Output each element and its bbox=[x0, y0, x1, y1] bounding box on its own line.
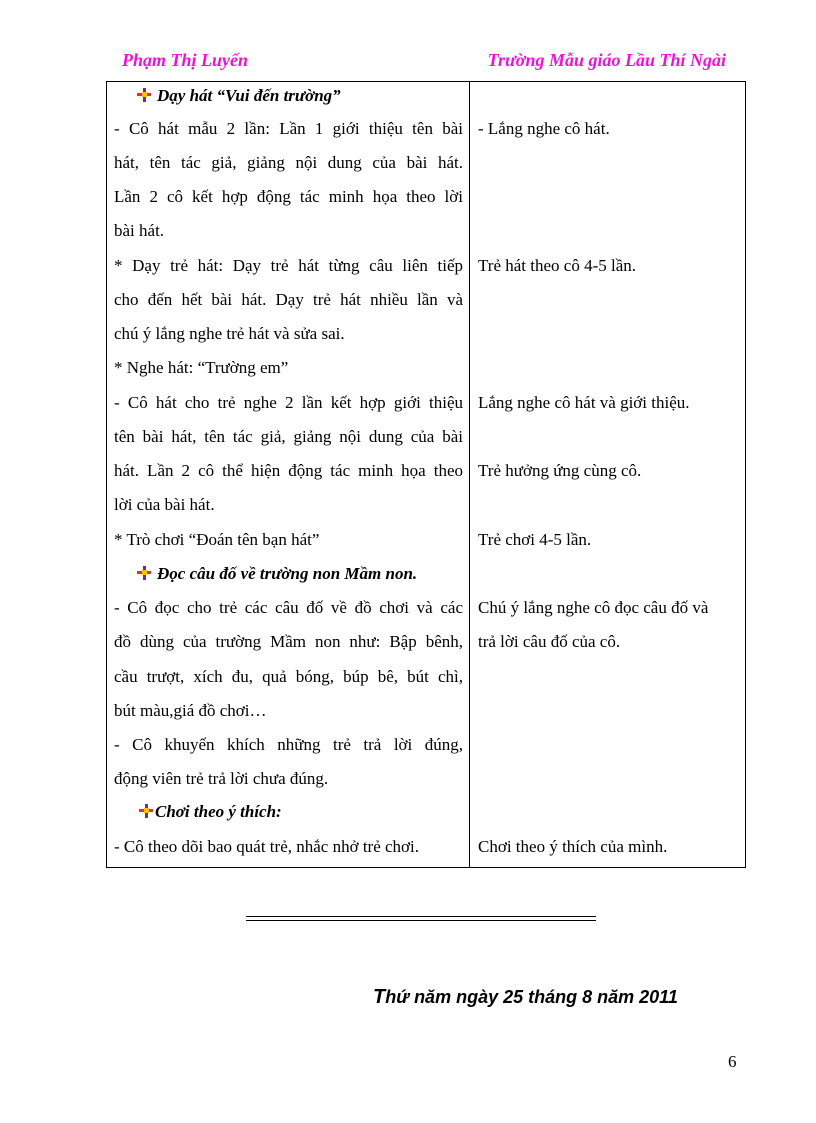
left-line: * Trò chơi “Đoán tên bạn hát” bbox=[114, 530, 320, 549]
left-line: cầu trượt, xích đu, quả bóng, búp bê, bút chì, bbox=[114, 667, 463, 686]
separator-rule bbox=[246, 920, 596, 921]
left-line: - Cô đọc cho trẻ các câu đố về đồ chơi và các bbox=[114, 598, 463, 617]
section-title-singing bbox=[137, 86, 341, 106]
separator-rule bbox=[246, 916, 596, 917]
header-school: Trường Mẫu giáo Lầu Thí Ngài bbox=[487, 50, 726, 70]
section-title-riddles bbox=[137, 564, 417, 584]
section-title-free-play bbox=[139, 802, 282, 822]
right-line: Trẻ hát theo cô 4-5 lần. bbox=[478, 256, 637, 275]
section-title-text: Đọc câu đố về trường non Mầm non. bbox=[157, 564, 418, 583]
header-author: Phạm Thị Luyến bbox=[122, 50, 249, 70]
left-line: * Dạy trẻ hát: Dạy trẻ hát từng câu liên tiếp bbox=[114, 256, 463, 275]
left-line: tên bài hát, tên tác giả, giảng nội dung của bài bbox=[114, 427, 463, 446]
left-line: Lần 2 cô kết hợp động tác minh họa theo lời bbox=[114, 187, 463, 206]
lesson-table bbox=[106, 81, 746, 868]
left-line: bài hát. bbox=[114, 221, 165, 240]
date-first-letter: T bbox=[373, 986, 386, 1008]
left-line: lời của bài hát. bbox=[114, 495, 215, 514]
right-line: Chơi theo ý thích của mình. bbox=[478, 837, 668, 856]
page-number: 6 bbox=[728, 1052, 737, 1071]
right-line: trả lời câu đố của cô. bbox=[478, 632, 621, 651]
left-line: bút màu,giá đồ chơi… bbox=[114, 701, 267, 720]
left-line: động viên trẻ trả lời chưa đúng. bbox=[114, 769, 329, 788]
left-line: chú ý lắng nghe trẻ hát và sửa sai. bbox=[114, 324, 345, 343]
left-line: đồ dùng của trường Mầm non như: Bập bênh, bbox=[114, 632, 463, 651]
right-line: Lắng nghe cô hát và giới thiệu. bbox=[478, 393, 690, 412]
bullet-icon bbox=[137, 88, 151, 102]
section-title-text: Dạy hát “Vui đến trường” bbox=[157, 86, 341, 105]
left-line: - Cô hát mẫu 2 lần: Lần 1 giới thiệu tên bài bbox=[114, 119, 463, 138]
left-line: cho đến hết bài hát. Dạy trẻ hát nhiều lần và bbox=[114, 290, 463, 309]
column-divider bbox=[469, 82, 470, 867]
bullet-icon bbox=[137, 566, 151, 580]
date-text: hứ năm ngày 25 tháng 8 năm 2011 bbox=[385, 987, 678, 1007]
left-line: - Cô theo dõi bao quát trẻ, nhắc nhở trẻ chơi. bbox=[114, 837, 420, 856]
left-line: hát. Lần 2 cô thể hiện động tác minh họa theo bbox=[114, 461, 463, 480]
bullet-icon bbox=[139, 804, 153, 818]
right-line: Trẻ hưởng ứng cùng cô. bbox=[478, 461, 642, 480]
date-line bbox=[373, 986, 678, 1009]
left-line: hát, tên tác giả, giảng nội dung của bài hát. bbox=[114, 153, 463, 172]
left-line: - Cô khuyến khích những trẻ trả lời đúng, bbox=[114, 735, 463, 754]
right-line: Trẻ chơi 4-5 lần. bbox=[478, 530, 592, 549]
left-line: - Cô hát cho trẻ nghe 2 lần kết hợp giới thiệu bbox=[114, 393, 463, 412]
right-line: Chú ý lắng nghe cô đọc câu đố và bbox=[478, 598, 709, 617]
right-line: - Lắng nghe cô hát. bbox=[478, 119, 610, 138]
section-title-text: Chơi theo ý thích: bbox=[155, 802, 282, 821]
left-line: * Nghe hát: “Trường em” bbox=[114, 358, 289, 377]
